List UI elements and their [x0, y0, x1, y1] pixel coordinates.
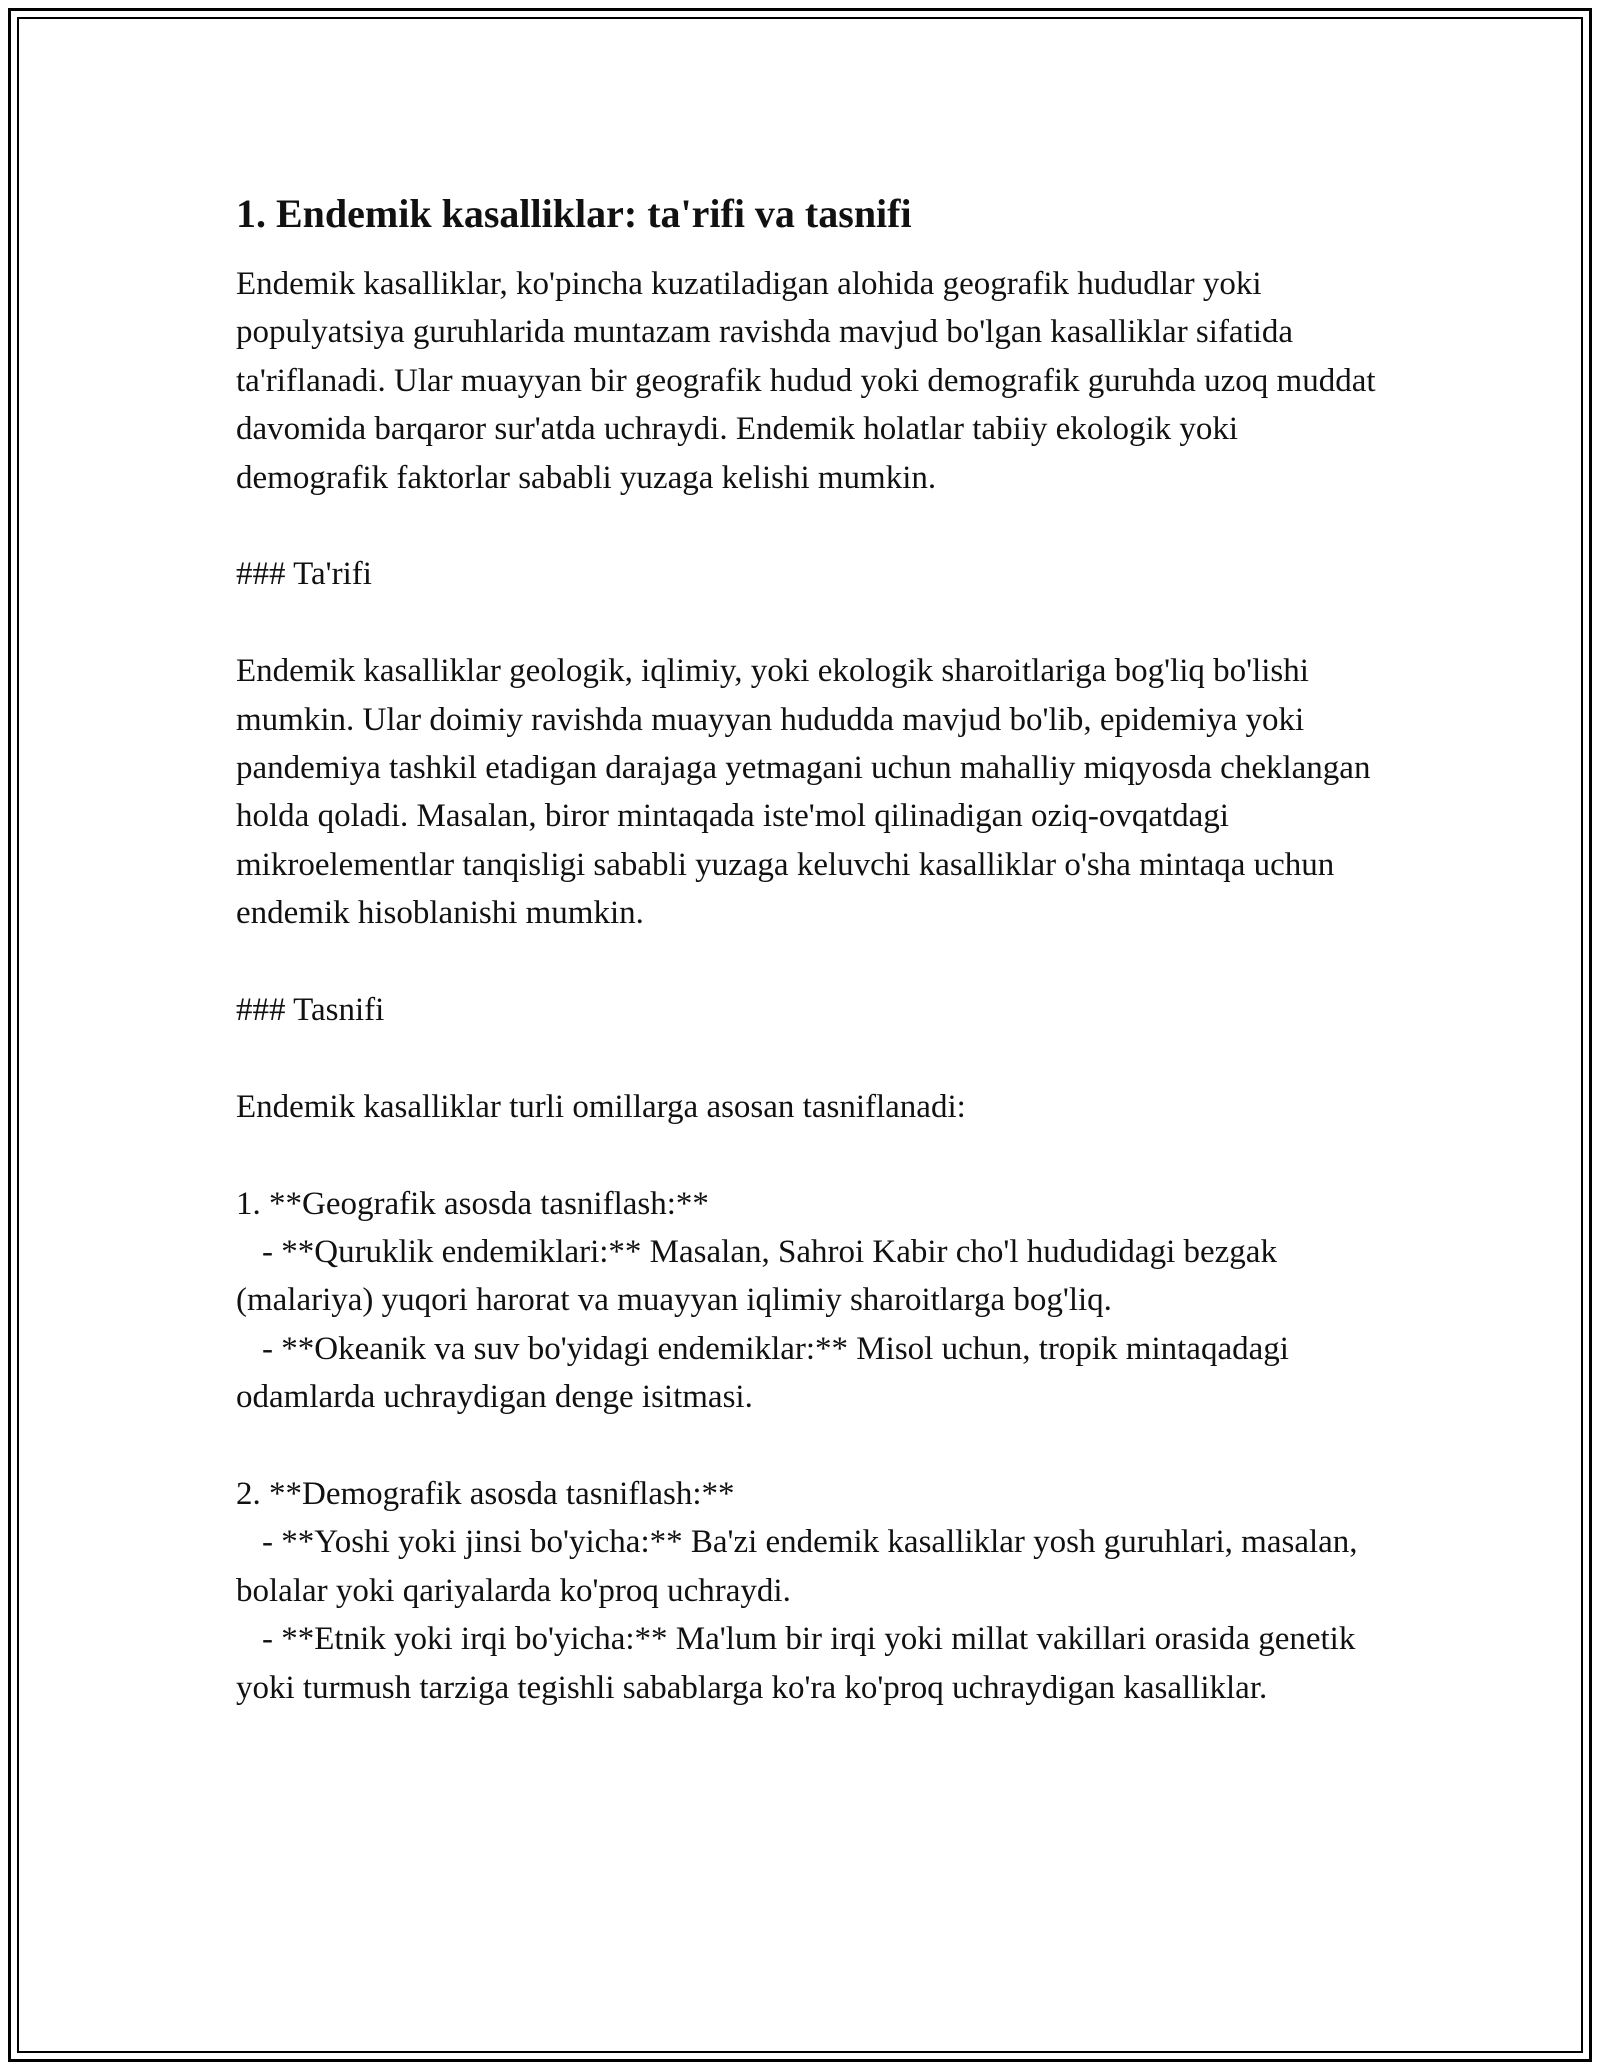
document-body: [236, 186, 1384, 1712]
list-item: - **Quruklik endemiklari:** Masalan, Sahroi Kabir cho'l hududidagi bezgak (malariya) yuqori harorat va muayyan iqlimiy sharoitlarga bog'liq.: [236, 1234, 1286, 1319]
classification-intro: Endemik kasalliklar turli omillarga asosan tasniflanadi:: [236, 1088, 966, 1125]
list-section-demographic: [236, 1470, 1376, 1712]
spacer: [236, 938, 1376, 986]
list-item: - **Yoshi yoki jinsi bo'yicha:** Ba'zi endemik kasalliklar yosh guruhlari, masalan, bolalar yoki qariyalarda ko'proq uchraydi.: [236, 1524, 1366, 1609]
definition-paragraph: Endemik kasalliklar geologik, iqlimiy, yoki ekologik sharoitlariga bog'liq bo'lishi mumkin. Ular doimiy ravishda muayyan hududda mavjud bo'lib, epidemiya yoki pandemiya tashkil etadigan darajaga yetmagani uchun mahalliy miqyosda cheklangan holda qoladi. Masalan, biror mintaqada iste'mol qilinadigan oziq-ovqatdagi mikroelementlar tanqisligi sababli yuzaga keluvchi kasalliklar o'sha mintaqa uchun endemik hisoblanishi mumkin.: [236, 653, 1379, 932]
spacer: [236, 502, 1376, 550]
document-title: 1. Endemik kasalliklar: ta'rifi va tasnifi: [236, 191, 912, 236]
intro-paragraph: Endemik kasalliklar, ko'pincha kuzatiladigan alohida geografik hududlar yoki populyatsiya guruhlarida muntazam ravishda mavjud bo'lgan kasalliklar sifatida ta'riflanadi. Ular muayyan bir geografik hudud yoki demografik guruhda uzoq muddat davomida barqaror sur'atda uchraydi. Endemik holatlar tabiiy ekologik yoki demografik faktorlar sababli yuzaga kelishi mumkin.: [236, 266, 1384, 496]
list-section-geographic: [236, 1180, 1376, 1422]
spacer: [236, 599, 1376, 647]
classification-heading: ### Tasnifi: [236, 992, 385, 1029]
list-header: 2. **Demografik asosda tasniflash:**: [236, 1476, 735, 1513]
spacer: [236, 1131, 1376, 1179]
list-item: - **Okeanik va suv bo'yidagi endemiklar:** Misol uchun, tropik mintaqadagi odamlarda uchraydigan denge isitmasi.: [236, 1330, 1298, 1416]
list-item: - **Etnik yoki irqi bo'yicha:** Ma'lum bir irqi yoki millat vakillari orasida genetik yoki turmush tarziga tegishli sabablarga ko'ra ko'proq uchraydigan kasalliklar.: [236, 1621, 1364, 1706]
list-header: 1. **Geografik asosda tasniflash:**: [236, 1185, 709, 1222]
spacer: [236, 1422, 1376, 1470]
spacer: [236, 1034, 1376, 1082]
definition-heading: ### Ta'rifi: [236, 556, 372, 593]
